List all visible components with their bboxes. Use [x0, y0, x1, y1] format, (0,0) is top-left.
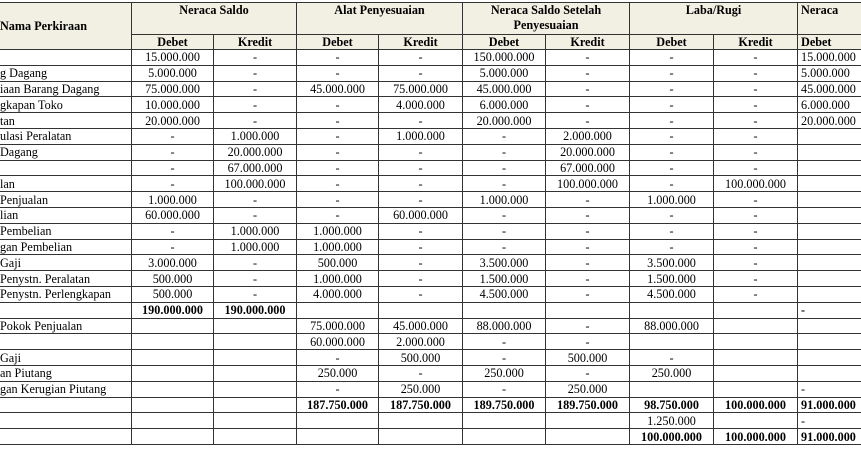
amount-cell: 60.000.000	[297, 334, 379, 350]
amount-cell: 500.000	[297, 255, 379, 271]
amount-cell: 190.000.000	[132, 302, 214, 318]
amount-cell: 45.000.000	[379, 318, 463, 334]
amount-cell	[798, 271, 861, 287]
amount-cell: -	[714, 144, 798, 160]
amount-cell: -	[379, 144, 463, 160]
amount-cell: 20.000.000	[798, 113, 861, 129]
account-name-cell: gan Pembelian	[0, 239, 132, 255]
amount-cell: -	[297, 160, 379, 176]
account-name-cell: tan	[0, 113, 132, 129]
amount-cell	[214, 413, 297, 429]
amount-cell	[714, 318, 798, 334]
amount-cell: 5.000.000	[798, 65, 861, 81]
amount-cell: -	[630, 65, 714, 81]
header-kredit: Kredit	[214, 35, 297, 50]
amount-cell: -	[214, 192, 297, 208]
amount-cell: -	[297, 113, 379, 129]
amount-cell	[379, 302, 463, 318]
amount-cell: -	[630, 223, 714, 239]
amount-cell: -	[714, 65, 798, 81]
amount-cell: -	[132, 128, 214, 144]
amount-cell: -	[297, 176, 379, 192]
account-name-cell: ulasi Peralatan	[0, 128, 132, 144]
table-row	[0, 429, 861, 445]
amount-cell: -	[630, 176, 714, 192]
amount-cell: 4.500.000	[463, 286, 546, 302]
amount-cell: -	[463, 350, 546, 366]
amount-cell: -	[714, 81, 798, 97]
amount-cell	[714, 334, 798, 350]
amount-cell: -	[379, 176, 463, 192]
amount-cell	[132, 350, 214, 366]
amount-cell: -	[714, 286, 798, 302]
group-header-row	[0, 3, 861, 35]
amount-cell: -	[546, 255, 630, 271]
account-name-cell: Dagang	[0, 144, 132, 160]
table-row	[0, 113, 861, 129]
amount-cell	[630, 381, 714, 397]
amount-cell: 6.000.000	[798, 97, 861, 113]
amount-cell: 250.000	[379, 381, 463, 397]
amount-cell	[214, 397, 297, 413]
table-row	[0, 144, 861, 160]
table-row	[0, 176, 861, 192]
amount-cell	[463, 413, 546, 429]
table-row	[0, 397, 861, 413]
account-name-cell	[0, 334, 132, 350]
table-row	[0, 334, 861, 350]
amount-cell	[798, 223, 861, 239]
amount-cell	[379, 429, 463, 445]
account-name-cell	[0, 429, 132, 445]
header-neraca: Neraca	[798, 3, 861, 35]
amount-cell: -	[714, 271, 798, 287]
amount-cell: 20.000.000	[463, 113, 546, 129]
amount-cell	[132, 334, 214, 350]
amount-cell: 4.000.000	[379, 97, 463, 113]
amount-cell: 91.000.000	[798, 397, 861, 413]
amount-cell	[297, 429, 379, 445]
amount-cell: -	[297, 350, 379, 366]
amount-cell: -	[379, 365, 463, 381]
amount-cell	[463, 302, 546, 318]
amount-cell: -	[379, 65, 463, 81]
table-row	[0, 365, 861, 381]
table-row	[0, 286, 861, 302]
amount-cell: -	[379, 239, 463, 255]
amount-cell: -	[714, 97, 798, 113]
amount-cell: -	[630, 128, 714, 144]
amount-cell	[714, 350, 798, 366]
amount-cell: 3.500.000	[630, 255, 714, 271]
amount-cell: -	[463, 381, 546, 397]
amount-cell: 45.000.000	[297, 81, 379, 97]
amount-cell: 4.500.000	[630, 286, 714, 302]
table-row	[0, 65, 861, 81]
header-debet: Debet	[132, 35, 214, 50]
account-name-cell: Gaji	[0, 350, 132, 366]
amount-cell	[297, 413, 379, 429]
amount-cell: 189.750.000	[546, 397, 630, 413]
amount-cell	[630, 334, 714, 350]
amount-cell: -	[297, 65, 379, 81]
amount-cell: -	[214, 207, 297, 223]
account-name-cell	[0, 397, 132, 413]
amount-cell: -	[463, 144, 546, 160]
amount-cell: 189.750.000	[463, 397, 546, 413]
amount-cell	[546, 302, 630, 318]
amount-cell	[798, 318, 861, 334]
amount-cell: -	[463, 334, 546, 350]
amount-cell: 20.000.000	[546, 144, 630, 160]
table-row	[0, 381, 861, 397]
account-name-cell: iaan Barang Dagang	[0, 81, 132, 97]
amount-cell: -	[463, 223, 546, 239]
amount-cell: 45.000.000	[798, 81, 861, 97]
amount-cell: -	[798, 413, 861, 429]
amount-cell: -	[379, 223, 463, 239]
amount-cell: -	[546, 192, 630, 208]
amount-cell: 500.000	[546, 350, 630, 366]
amount-cell: 15.000.000	[798, 50, 861, 66]
amount-cell: -	[546, 65, 630, 81]
account-name-cell: Penystn. Perlengkapan	[0, 286, 132, 302]
table-row	[0, 192, 861, 208]
amount-cell: -	[630, 81, 714, 97]
amount-cell	[714, 302, 798, 318]
amount-cell	[214, 318, 297, 334]
amount-cell: -	[132, 223, 214, 239]
amount-cell: -	[714, 50, 798, 66]
amount-cell: -	[463, 207, 546, 223]
amount-cell: -	[132, 144, 214, 160]
amount-cell	[798, 334, 861, 350]
amount-cell: 1.500.000	[463, 271, 546, 287]
table-row	[0, 271, 861, 287]
header-debet: Debet	[297, 35, 379, 50]
amount-cell: 100.000.000	[214, 176, 297, 192]
amount-cell: -	[132, 160, 214, 176]
header-debet: Debet	[630, 35, 714, 50]
amount-cell	[132, 413, 214, 429]
amount-cell: 1.000.000	[297, 271, 379, 287]
header-debet: Debet	[798, 35, 861, 50]
amount-cell: 67.000.000	[214, 160, 297, 176]
amount-cell	[798, 365, 861, 381]
amount-cell: 15.000.000	[132, 50, 214, 66]
amount-cell: -	[546, 318, 630, 334]
amount-cell: -	[379, 192, 463, 208]
amount-cell: -	[546, 223, 630, 239]
amount-cell	[132, 365, 214, 381]
amount-cell	[132, 318, 214, 334]
amount-cell: -	[214, 271, 297, 287]
amount-cell: 100.000.000	[714, 397, 798, 413]
amount-cell: -	[379, 255, 463, 271]
amount-cell	[214, 350, 297, 366]
account-name-cell: Penystn. Peralatan	[0, 271, 132, 287]
amount-cell	[214, 381, 297, 397]
amount-cell: 500.000	[132, 271, 214, 287]
account-name-cell: gan Kerugian Piutang	[0, 381, 132, 397]
table-row	[0, 318, 861, 334]
table-row	[0, 239, 861, 255]
header-alat-penyesuaian: Alat Penyesuaian	[297, 3, 463, 35]
amount-cell	[798, 207, 861, 223]
header-laba-rugi: Laba/Rugi	[630, 3, 798, 35]
header-debet: Debet	[463, 35, 546, 50]
table-row	[0, 128, 861, 144]
amount-cell: -	[714, 113, 798, 129]
account-name-cell	[0, 160, 132, 176]
amount-cell: 88.000.000	[630, 318, 714, 334]
amount-cell	[463, 429, 546, 445]
table-row	[0, 97, 861, 113]
amount-cell: 1.500.000	[630, 271, 714, 287]
amount-cell	[546, 413, 630, 429]
amount-cell	[798, 144, 861, 160]
amount-cell: 3.500.000	[463, 255, 546, 271]
amount-cell: 67.000.000	[546, 160, 630, 176]
account-name-cell: lan	[0, 176, 132, 192]
amount-cell: -	[546, 207, 630, 223]
amount-cell: -	[798, 381, 861, 397]
amount-cell: 190.000.000	[214, 302, 297, 318]
amount-cell	[798, 176, 861, 192]
account-name-cell	[0, 413, 132, 429]
amount-cell: -	[379, 50, 463, 66]
amount-cell	[798, 160, 861, 176]
amount-cell: -	[714, 223, 798, 239]
amount-cell: -	[630, 239, 714, 255]
account-name-cell: gkapan Toko	[0, 97, 132, 113]
account-name-cell: Pokok Penjualan	[0, 318, 132, 334]
amount-cell: -	[132, 239, 214, 255]
amount-cell: -	[714, 255, 798, 271]
amount-cell: 1.000.000	[132, 192, 214, 208]
amount-cell: -	[546, 286, 630, 302]
amount-cell: -	[297, 381, 379, 397]
amount-cell: 100.000.000	[630, 429, 714, 445]
account-name-cell: lian	[0, 207, 132, 223]
header-kredit: Kredit	[714, 35, 798, 50]
amount-cell: -	[214, 255, 297, 271]
amount-cell: -	[714, 239, 798, 255]
amount-cell: -	[297, 50, 379, 66]
worksheet-table	[0, 2, 861, 445]
amount-cell: -	[297, 97, 379, 113]
amount-cell: -	[214, 81, 297, 97]
amount-cell: 75.000.000	[379, 81, 463, 97]
amount-cell: 100.000.000	[714, 176, 798, 192]
amount-cell: -	[546, 239, 630, 255]
amount-cell: -	[463, 160, 546, 176]
amount-cell: -	[546, 365, 630, 381]
amount-cell: -	[630, 160, 714, 176]
table-row	[0, 223, 861, 239]
amount-cell: -	[714, 128, 798, 144]
amount-cell	[297, 302, 379, 318]
account-name-cell	[0, 50, 132, 66]
amount-cell	[132, 397, 214, 413]
amount-cell: -	[214, 113, 297, 129]
amount-cell: -	[379, 160, 463, 176]
amount-cell: 75.000.000	[132, 81, 214, 97]
amount-cell	[132, 429, 214, 445]
amount-cell	[714, 381, 798, 397]
amount-cell: 5.000.000	[463, 65, 546, 81]
amount-cell: -	[714, 160, 798, 176]
amount-cell	[798, 255, 861, 271]
amount-cell: -	[379, 271, 463, 287]
amount-cell	[798, 128, 861, 144]
amount-cell: 20.000.000	[132, 113, 214, 129]
amount-cell	[379, 413, 463, 429]
amount-cell: 1.000.000	[463, 192, 546, 208]
amount-cell: 1.000.000	[297, 223, 379, 239]
amount-cell	[798, 286, 861, 302]
amount-cell: 1.000.000	[379, 128, 463, 144]
account-name-cell: an Piutang	[0, 365, 132, 381]
amount-cell: 60.000.000	[379, 207, 463, 223]
amount-cell: 187.750.000	[379, 397, 463, 413]
amount-cell: 250.000	[630, 365, 714, 381]
amount-cell: -	[132, 176, 214, 192]
amount-cell: 1.000.000	[214, 239, 297, 255]
amount-cell: 45.000.000	[463, 81, 546, 97]
amount-cell	[214, 365, 297, 381]
amount-cell: -	[297, 192, 379, 208]
amount-cell: -	[297, 207, 379, 223]
amount-cell: 75.000.000	[297, 318, 379, 334]
amount-cell: 187.750.000	[297, 397, 379, 413]
amount-cell	[798, 192, 861, 208]
amount-cell: -	[630, 97, 714, 113]
account-name-cell: Gaji	[0, 255, 132, 271]
amount-cell	[714, 413, 798, 429]
amount-cell: -	[214, 50, 297, 66]
amount-cell	[546, 429, 630, 445]
amount-cell: 500.000	[379, 350, 463, 366]
amount-cell: 250.000	[546, 381, 630, 397]
amount-cell: -	[297, 128, 379, 144]
amount-cell: -	[463, 128, 546, 144]
account-name-cell	[0, 302, 132, 318]
amount-cell	[798, 239, 861, 255]
table-row	[0, 50, 861, 66]
amount-cell: -	[463, 239, 546, 255]
amount-cell: -	[714, 207, 798, 223]
amount-cell: -	[630, 350, 714, 366]
amount-cell: 1.000.000	[214, 128, 297, 144]
table-row	[0, 160, 861, 176]
amount-cell: 2.000.000	[546, 128, 630, 144]
header-kredit: Kredit	[546, 35, 630, 50]
amount-cell: 1.250.000	[630, 413, 714, 429]
account-name-cell: g Dagang	[0, 65, 132, 81]
amount-cell	[214, 334, 297, 350]
amount-cell: 4.000.000	[297, 286, 379, 302]
amount-cell: 5.000.000	[132, 65, 214, 81]
amount-cell: 1.000.000	[214, 223, 297, 239]
amount-cell: -	[546, 97, 630, 113]
amount-cell: -	[214, 97, 297, 113]
table-row	[0, 302, 861, 318]
worksheet	[0, 2, 861, 445]
amount-cell: -	[714, 192, 798, 208]
table-row	[0, 207, 861, 223]
amount-cell: -	[214, 65, 297, 81]
amount-cell: -	[463, 176, 546, 192]
header-neraca-saldo-setelah-penyesuaian: Neraca Saldo Setelah Penyesuaian	[463, 3, 630, 35]
amount-cell: -	[214, 286, 297, 302]
amount-cell: 2.000.000	[379, 334, 463, 350]
amount-cell	[132, 381, 214, 397]
amount-cell: 91.000.000	[798, 429, 861, 445]
amount-cell: 60.000.000	[132, 207, 214, 223]
table-row	[0, 255, 861, 271]
amount-cell: 150.000.000	[463, 50, 546, 66]
amount-cell: -	[630, 144, 714, 160]
amount-cell: 6.000.000	[463, 97, 546, 113]
amount-cell: -	[546, 271, 630, 287]
amount-cell: -	[297, 144, 379, 160]
amount-cell: 100.000.000	[714, 429, 798, 445]
amount-cell: -	[546, 113, 630, 129]
amount-cell: 98.750.000	[630, 397, 714, 413]
amount-cell	[214, 429, 297, 445]
amount-cell: -	[630, 207, 714, 223]
account-name-cell: Pembelian	[0, 223, 132, 239]
amount-cell	[798, 350, 861, 366]
amount-cell: 1.000.000	[630, 192, 714, 208]
amount-cell: 3.000.000	[132, 255, 214, 271]
amount-cell: -	[546, 334, 630, 350]
amount-cell	[630, 302, 714, 318]
account-name-cell: Penjualan	[0, 192, 132, 208]
amount-cell: 100.000.000	[546, 176, 630, 192]
amount-cell: -	[546, 81, 630, 97]
table-row	[0, 81, 861, 97]
table-row	[0, 350, 861, 366]
amount-cell: 250.000	[463, 365, 546, 381]
amount-cell: -	[379, 286, 463, 302]
amount-cell: 10.000.000	[132, 97, 214, 113]
amount-cell: -	[630, 50, 714, 66]
header-kredit: Kredit	[379, 35, 463, 50]
amount-cell: -	[798, 302, 861, 318]
amount-cell: -	[546, 50, 630, 66]
header-neraca-saldo: Neraca Saldo	[132, 3, 297, 35]
amount-cell: -	[630, 113, 714, 129]
amount-cell: 20.000.000	[214, 144, 297, 160]
amount-cell: 500.000	[132, 286, 214, 302]
amount-cell	[714, 365, 798, 381]
amount-cell: 88.000.000	[463, 318, 546, 334]
table-row	[0, 413, 861, 429]
table-body	[0, 50, 861, 445]
amount-cell: -	[379, 113, 463, 129]
amount-cell: 250.000	[297, 365, 379, 381]
amount-cell: 1.000.000	[297, 239, 379, 255]
header-nama-perkiraan: Nama Perkiraan	[0, 3, 132, 50]
